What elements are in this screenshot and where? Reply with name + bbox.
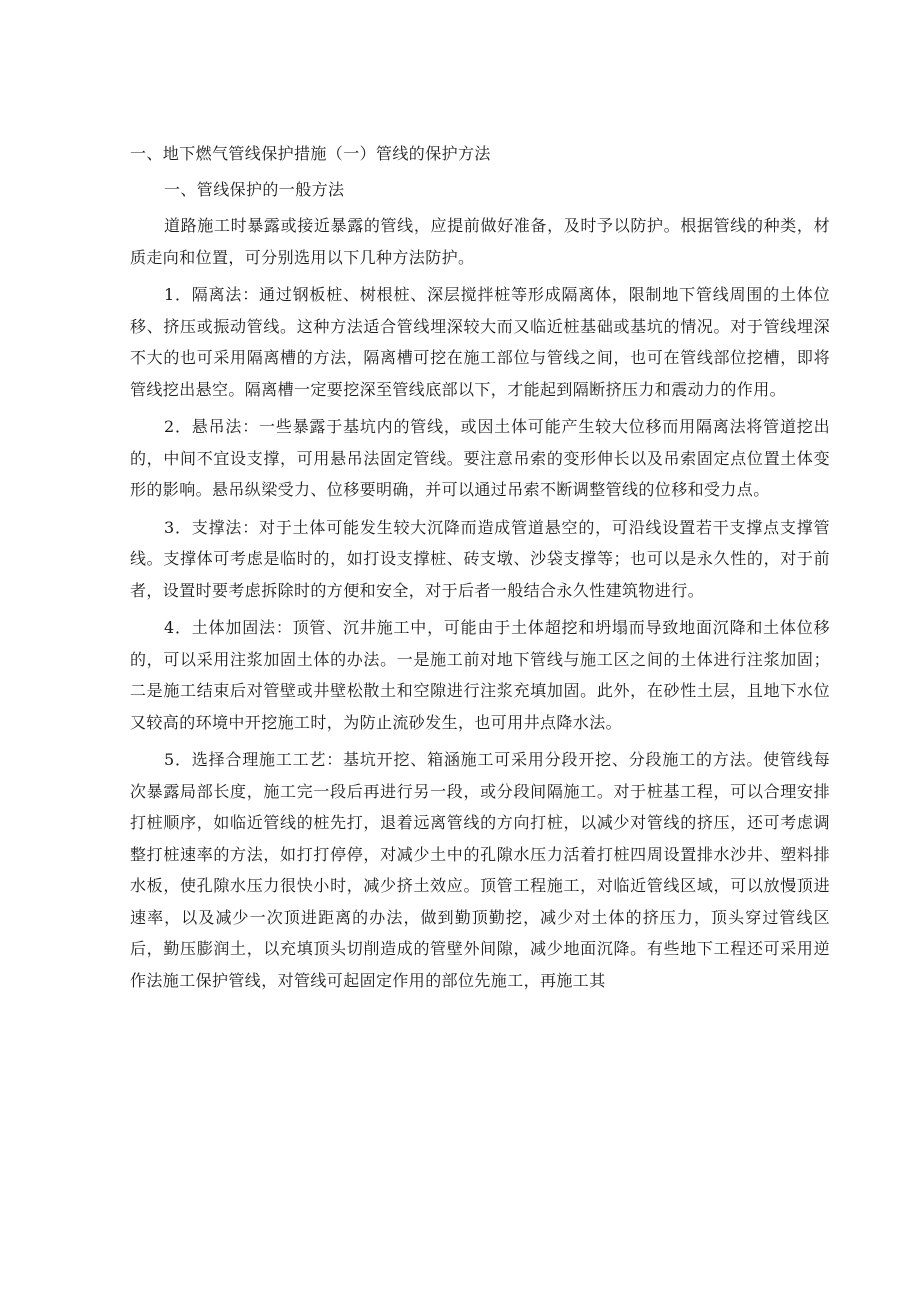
paragraph-support-method: 3．支撑法：对于土体可能发生较大沉降而造成管道悬空的，可沿线设置若干支撑点支撑管线。支撑体可考虑是临时的，如打设支撑桩、砖支墩、沙袋支撑等；也可以是永久性的，对于前者，设置时要考虑拆除时的方便和安全，对于后者一般结合永久性建筑物进行。 xyxy=(130,517,830,600)
section-heading: 一、地下燃气管线保护措施（一）管线的保护方法 xyxy=(130,144,491,163)
paragraph-soil-reinforcement-method: 4．土体加固法：顶管、沉井施工中，可能由于土体超挖和坍塌而导致地面沉降和土体位移的，可以采用注浆加固土体的办法。一是施工前对地下管线与施工区之间的土体进行注浆加固；二是施工结束后对管壁或井壁松散土和空隙进行注浆充填加固。此外，在砂性土层，且地下水位又较高的环境中开挖施工时，为防止流砂发生，也可用井点降水法。 xyxy=(130,618,830,732)
document-body xyxy=(130,138,830,1002)
paragraph-suspension-method: 2．悬吊法：一些暴露于基坑内的管线，或因土体可能产生较大位移而用隔离法将管道挖出的，中间不宜设支撑，可用悬吊法固定管线。要注意吊索的变形伸长以及吊索固定点位置土体变形的影响。悬吊纵梁受力、位移要明确，并可以通过吊索不断调整管线的位移和受力点。 xyxy=(130,417,830,499)
paragraph-isolation-method: 1．隔离法：通过钢板桩、树根桩、深层搅拌桩等形成隔离体，限制地下管线周围的土体位移、挤压或振动管线。这种方法适合管线埋深较大而又临近桩基础或基坑的情况。对于管线埋深不大的也可采用隔离槽的方法，隔离槽可挖在施工部位与管线之间，也可在管线部位挖槽，即将管线挖出悬空。隔离槽一定要挖深至管线底部以下，才能起到隔断挤压力和震动力的作用。 xyxy=(130,285,830,399)
paragraph-construction-process: 5．选择合理施工工艺：基坑开挖、箱涵施工可采用分段开挖、分段施工的方法。使管线每次暴露局部长度，施工完一段后再进行另一段，或分段间隔施工。对于桩基工程，可以合理安排打桩顺序，如临近管线的桩先打，退着远离管线的方向打桩，以减少对管线的挤压，还可考虑调整打桩速率的方法，如打打停停，对减少土中的孔隙水压力活着打桩四周设置排水沙井、塑料排水板，使孔隙水压力很快小时，减少挤土效应。顶管工程施工，对临近管线区域，可以放慢顶进速率，以及减少一次顶进距离的办法，做到勤顶勤挖，减少对土体的挤压力，顶头穿过管线区后，勤压膨润土，以充填顶头切削造成的管壁外间隙，减少地面沉降。有些地下工程还可采用逆作法施工保护管线，对管线可起固定作用的部位先施工，再施工其 xyxy=(130,750,830,990)
paragraph-intro: 道路施工时暴露或接近暴露的管线，应提前做好准备，及时予以防护。根据管线的种类，材质走向和位置，可分别选用以下几种方法防护。 xyxy=(130,216,830,267)
subsection-heading: 一、管线保护的一般方法 xyxy=(164,179,345,199)
